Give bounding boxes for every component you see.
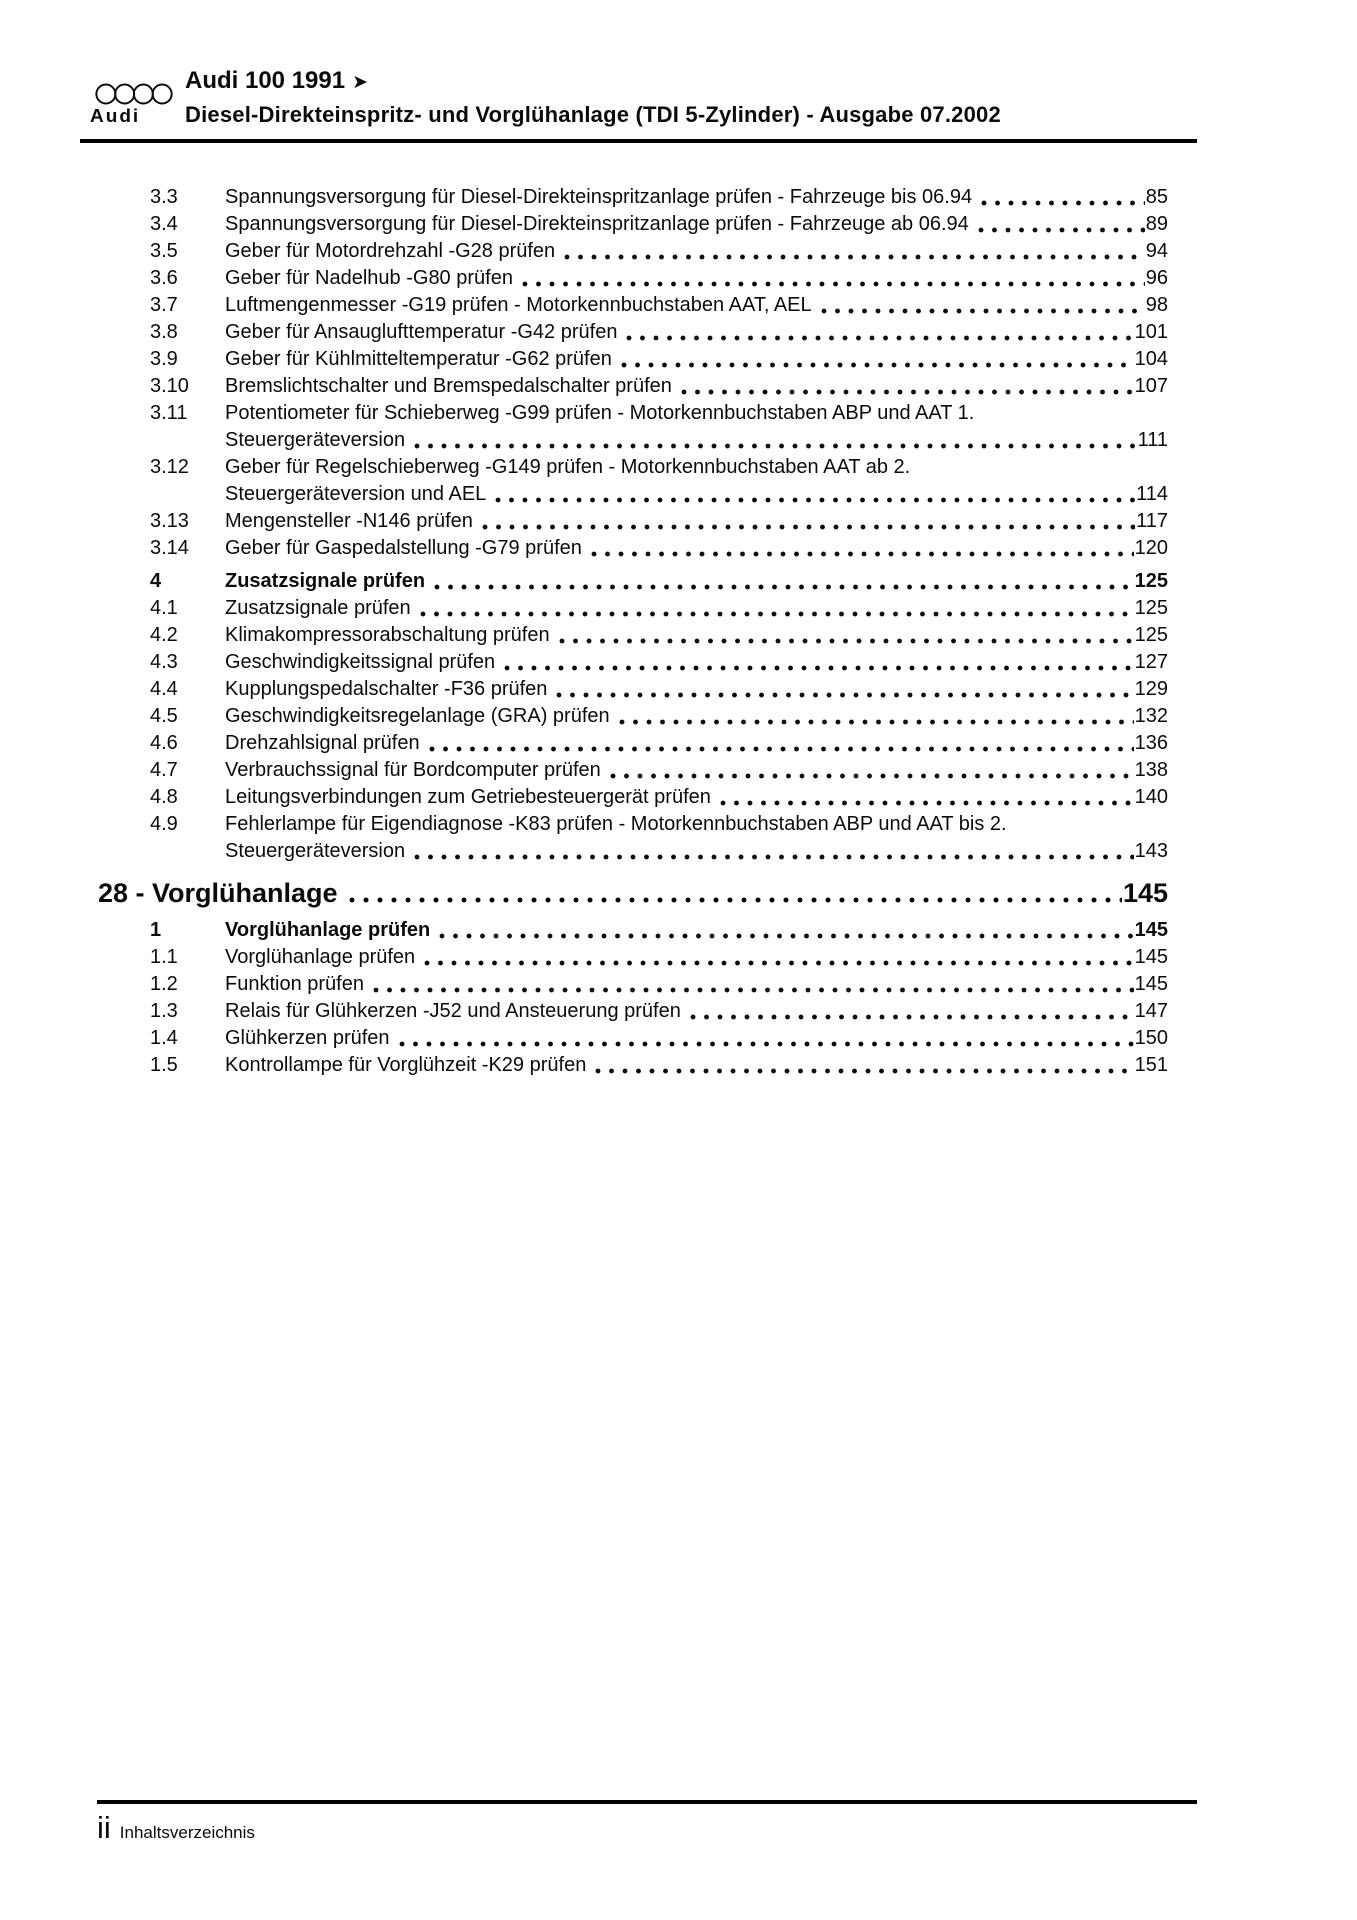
- toc-group: [150, 568, 1168, 865]
- dot-leader: [478, 508, 1135, 535]
- entry-title: Geber für Regelschieberweg -G149 prüfen - Motorkennbuchstaben AAT ab 2.: [225, 456, 911, 478]
- entry-page: 111: [1137, 429, 1168, 451]
- toc-entry: [150, 784, 1168, 811]
- dot-leader: [560, 238, 1145, 265]
- model-title: Audi 100 1991: [185, 67, 346, 94]
- dot-leader: [977, 184, 1145, 211]
- dot-leader: [425, 730, 1134, 757]
- toc-entry: [150, 508, 1168, 535]
- toc-group: [150, 184, 1168, 562]
- entry-number: 3.14: [150, 537, 189, 559]
- toc-entry: [150, 649, 1168, 676]
- toc-entry: [150, 346, 1168, 373]
- dot-leader: [416, 595, 1134, 622]
- entry-page: 132: [1134, 705, 1168, 727]
- toc-entry: [150, 944, 1168, 971]
- entry-number: 3.11: [150, 402, 188, 424]
- toc-group: [150, 917, 1168, 1079]
- entry-title: Klimakompressorabschaltung prüfen: [225, 624, 550, 646]
- entry-page: 125: [1134, 597, 1168, 619]
- entry-title: Fehlerlampe für Eigendiagnose -K83 prüfen - Motorkennbuchstaben ABP und AAT bis 2.: [225, 813, 1007, 835]
- toc-entry: [150, 535, 1168, 562]
- dot-leader: [552, 676, 1133, 703]
- dot-leader: [491, 481, 1135, 508]
- document-title: Diesel-Direkteinspritz- und Vorglühanlage (TDI 5-Zylinder) - Ausgabe 07.2002: [185, 102, 1001, 127]
- model-line: [185, 66, 1001, 98]
- dot-leader: [435, 917, 1133, 944]
- footer-section-label: Inhaltsverzeichnis: [119, 1823, 255, 1842]
- toc-entry-continuation: [150, 427, 1168, 454]
- toc-entry-continuation: [150, 838, 1168, 865]
- entry-page: 127: [1134, 651, 1168, 673]
- entry-title: Zusatzsignale prüfen: [225, 570, 426, 592]
- dot-leader: [500, 649, 1133, 676]
- entry-title: Geber für Nadelhub -G80 prüfen: [225, 267, 513, 289]
- entry-number: 4.8: [150, 786, 178, 808]
- entry-page: 151: [1134, 1054, 1168, 1076]
- entry-page: 138: [1134, 759, 1168, 781]
- toc-entry: [150, 971, 1168, 998]
- toc-entry: [150, 265, 1168, 292]
- arrow-right-icon: ➤: [352, 72, 369, 93]
- toc-entry: [150, 1025, 1168, 1052]
- entry-number: 1.2: [150, 973, 178, 995]
- chapter-heading: [98, 875, 1168, 911]
- toc-entry: [150, 703, 1168, 730]
- entry-number: 3.9: [150, 348, 178, 370]
- entry-page: 145: [1134, 973, 1168, 995]
- entry-title: Luftmengenmesser -G19 prüfen - Motorkennbuchstaben AAT, AEL: [225, 294, 812, 316]
- entry-page: 120: [1134, 537, 1168, 559]
- entry-number: 4.7: [150, 759, 178, 781]
- entry-page: 129: [1134, 678, 1168, 700]
- entry-number: 3.5: [150, 240, 178, 262]
- entry-title: Geschwindigkeitssignal prüfen: [225, 651, 496, 673]
- entry-title: Verbrauchssignal für Bordcomputer prüfen: [225, 759, 601, 781]
- chapter-label: 28 - Vorglühanlage: [98, 878, 338, 908]
- dot-leader: [606, 757, 1134, 784]
- toc-entry: [150, 917, 1168, 944]
- entry-title: Kupplungspedalschalter -F36 prüfen: [225, 678, 548, 700]
- dot-leader: [345, 875, 1122, 911]
- toc-entry: [150, 238, 1168, 265]
- entry-page: 125: [1134, 624, 1168, 646]
- entry-page: 136: [1134, 732, 1168, 754]
- toc-entry: [150, 1052, 1168, 1079]
- entry-number: 4.2: [150, 624, 178, 646]
- entry-title-continuation: Steuergeräteversion: [225, 840, 406, 862]
- dot-leader: [430, 568, 1134, 595]
- dot-leader: [617, 346, 1134, 373]
- entry-title: Bremslichtschalter und Bremspedalschalter prüfen: [225, 375, 672, 397]
- dot-leader: [622, 319, 1133, 346]
- page-footer: [97, 1810, 255, 1846]
- entry-number: 4.3: [150, 651, 178, 673]
- toc-entry: [150, 373, 1168, 400]
- entry-page: 145: [1134, 919, 1168, 941]
- dot-leader: [420, 944, 1133, 971]
- toc-entry: [150, 595, 1168, 622]
- entry-page: 150: [1134, 1027, 1168, 1049]
- entry-number: 4.5: [150, 705, 178, 727]
- entry-title: Geber für Gaspedalstellung -G79 prüfen: [225, 537, 582, 559]
- dot-leader: [615, 703, 1134, 730]
- dot-leader: [817, 292, 1145, 319]
- dot-leader: [677, 373, 1134, 400]
- entry-page: 107: [1134, 375, 1168, 397]
- entry-number: 1.5: [150, 1054, 178, 1076]
- toc-entry: [150, 400, 1168, 427]
- toc: [98, 184, 1168, 1079]
- dot-leader: [686, 998, 1134, 1025]
- audi-wordmark: Audi: [90, 106, 141, 127]
- toc-entry: [150, 292, 1168, 319]
- toc-entry: [150, 676, 1168, 703]
- entry-number: 1.1: [150, 946, 178, 968]
- entry-page: 147: [1134, 1000, 1168, 1022]
- toc-entry-continuation: [150, 481, 1168, 508]
- toc-entry: [150, 184, 1168, 211]
- audi-rings-icon: [95, 78, 173, 110]
- entry-number: 3.10: [150, 375, 189, 397]
- entry-title: Vorglühanlage prüfen: [225, 946, 416, 968]
- entry-page: 104: [1134, 348, 1168, 370]
- entry-title: Geber für Motordrehzahl -G28 prüfen: [225, 240, 556, 262]
- entry-number: 4.9: [150, 813, 178, 835]
- toc-entry: [150, 211, 1168, 238]
- entry-title: Kontrollampe für Vorglühzeit -K29 prüfen: [225, 1054, 587, 1076]
- toc-entry: [150, 757, 1168, 784]
- toc-entry: [150, 811, 1168, 838]
- entry-title-continuation: Steuergeräteversion und AEL: [225, 483, 487, 505]
- dot-leader: [410, 427, 1136, 454]
- entry-title: Mengensteller -N146 prüfen: [225, 510, 473, 532]
- toc-entry: [150, 622, 1168, 649]
- entry-page: 143: [1134, 840, 1168, 862]
- entry-page: 98: [1145, 294, 1168, 316]
- dot-leader: [591, 1052, 1133, 1079]
- entry-page: 125: [1134, 570, 1168, 592]
- entry-title: Spannungsversorgung für Diesel-Direkteinspritzanlage prüfen - Fahrzeuge ab 06.94: [225, 213, 969, 235]
- chapter-page: 145: [1122, 878, 1168, 908]
- entry-number: 4: [150, 570, 162, 592]
- entry-number: 3.8: [150, 321, 178, 343]
- entry-page: 140: [1134, 786, 1168, 808]
- entry-title: Glühkerzen prüfen: [225, 1027, 390, 1049]
- dot-leader: [518, 265, 1145, 292]
- entry-page: 96: [1145, 267, 1168, 289]
- entry-title: Funktion prüfen: [225, 973, 364, 995]
- entry-number: 1.3: [150, 1000, 178, 1022]
- toc-entry: [150, 730, 1168, 757]
- entry-number: 3.3: [150, 186, 178, 208]
- header-rule: [80, 139, 1197, 143]
- dot-leader: [410, 838, 1134, 865]
- entry-title: Geber für Ansauglufttemperatur -G42 prüfen: [225, 321, 618, 343]
- page-number: ii: [97, 1810, 111, 1845]
- entry-page: 89: [1145, 213, 1168, 235]
- dot-leader: [974, 211, 1145, 238]
- entry-page: 145: [1134, 946, 1168, 968]
- entry-title: Geber für Kühlmitteltemperatur -G62 prüfen: [225, 348, 612, 370]
- entry-number: 3.7: [150, 294, 178, 316]
- entry-number: 1: [150, 919, 162, 941]
- toc-entry: [150, 568, 1168, 595]
- entry-page: 85: [1145, 186, 1168, 208]
- toc-entry: [150, 319, 1168, 346]
- entry-number: 3.13: [150, 510, 189, 532]
- entry-number: 3.12: [150, 456, 189, 478]
- entry-page: 94: [1145, 240, 1168, 262]
- page-header: [185, 66, 1001, 129]
- entry-title: Geschwindigkeitsregelanlage (GRA) prüfen: [225, 705, 610, 727]
- entry-number: 4.4: [150, 678, 178, 700]
- entry-page: 117: [1136, 510, 1168, 532]
- entry-title: Drehzahlsignal prüfen: [225, 732, 420, 754]
- dot-leader: [395, 1025, 1134, 1052]
- dot-leader: [369, 971, 1134, 998]
- entry-number: 1.4: [150, 1027, 178, 1049]
- dot-leader: [555, 622, 1134, 649]
- toc-entry: [150, 998, 1168, 1025]
- toc-entry: [150, 454, 1168, 481]
- entry-title: Spannungsversorgung für Diesel-Direkteinspritzanlage prüfen - Fahrzeuge bis 06.94: [225, 186, 973, 208]
- footer-rule: [97, 1800, 1197, 1804]
- entry-page: 114: [1136, 483, 1168, 505]
- entry-number: 3.4: [150, 213, 178, 235]
- entry-title-continuation: Steuergeräteversion: [225, 429, 406, 451]
- entry-title: Vorglühanlage prüfen: [225, 919, 431, 941]
- entry-title: Zusatzsignale prüfen: [225, 597, 411, 619]
- entry-number: 3.6: [150, 267, 178, 289]
- entry-title: Leitungsverbindungen zum Getriebesteuergerät prüfen: [225, 786, 711, 808]
- dot-leader: [716, 784, 1134, 811]
- entry-number: 4.1: [150, 597, 178, 619]
- entry-number: 4.6: [150, 732, 178, 754]
- entry-page: 101: [1134, 321, 1168, 343]
- entry-title: Relais für Glühkerzen -J52 und Ansteuerung prüfen: [225, 1000, 681, 1022]
- entry-title: Potentiometer für Schieberweg -G99 prüfen - Motorkennbuchstaben ABP und AAT 1.: [225, 402, 975, 424]
- dot-leader: [587, 535, 1134, 562]
